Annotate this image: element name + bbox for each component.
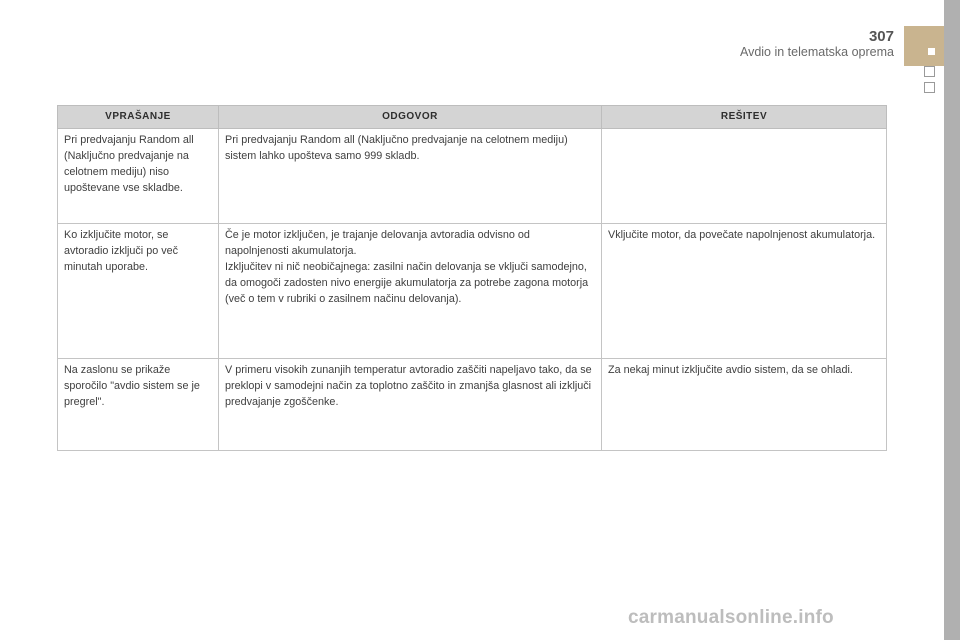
section-title: Avdio in telematska oprema xyxy=(739,45,894,59)
table-row xyxy=(58,129,887,224)
column-header-solution: REŠITEV xyxy=(602,106,887,129)
question-cell: Pri predvajanju Random all (Naključno predvajanje na celotnem mediju) niso upoštevane vse skladbe. xyxy=(58,129,219,224)
answer-cell xyxy=(219,129,602,224)
faq-table xyxy=(57,105,887,451)
chapter-tab[interactable] xyxy=(904,26,944,66)
solution-cell xyxy=(602,129,887,224)
answer-cell xyxy=(219,224,602,359)
answer-paragraph: V primeru visokih zunanjih temperatur avtoradio zaščiti napeljavo tako, da se preklopi v samodejni način za toplotno zaščito in zmanjša glasnost ali izključi predvajanje zgoščenke. xyxy=(225,364,592,408)
watermark-logo: carmanualsonline.info xyxy=(628,607,834,628)
answer-paragraph: Izključitev ni nič neobičajnega: zasilni način delovanja se vključi samodejno, da omogoči zadosten nivo energije akumulatorja za potrebe zagona motorja (več o tem v rubriki o zasilnem načinu delovanja). xyxy=(225,261,589,305)
column-header-answer: ODGOVOR xyxy=(219,106,602,129)
page-number: 307 xyxy=(868,28,894,45)
solution-cell: Vključite motor, da povečate napolnjenost akumulatorja. xyxy=(602,224,887,359)
chapter-box-1[interactable] xyxy=(924,66,935,77)
chapter-box-2[interactable] xyxy=(924,82,935,93)
solution-cell: Za nekaj minut izključite avdio sistem, da se ohladi. xyxy=(602,359,887,451)
table-header-row xyxy=(58,106,887,129)
side-band xyxy=(944,0,960,640)
table-row xyxy=(58,224,887,359)
column-header-question: VPRAŠANJE xyxy=(58,106,219,129)
question-cell: Na zaslonu se prikaže sporočilo "avdio sistem se je pregrel". xyxy=(58,359,219,451)
answer-cell xyxy=(219,359,602,451)
table-row xyxy=(58,359,887,451)
answer-paragraph: Pri predvajanju Random all (Naključno predvajanje na celotnem mediju) sistem lahko upošteva samo 999 skladb. xyxy=(225,134,568,162)
question-cell: Ko izključite motor, se avtoradio izključi po več minutah uporabe. xyxy=(58,224,219,359)
answer-paragraph: Če je motor izključen, je trajanje delovanja avtoradia odvisno od napolnjenosti akumulatorja. xyxy=(225,229,530,257)
chapter-marker-icon xyxy=(928,48,935,55)
